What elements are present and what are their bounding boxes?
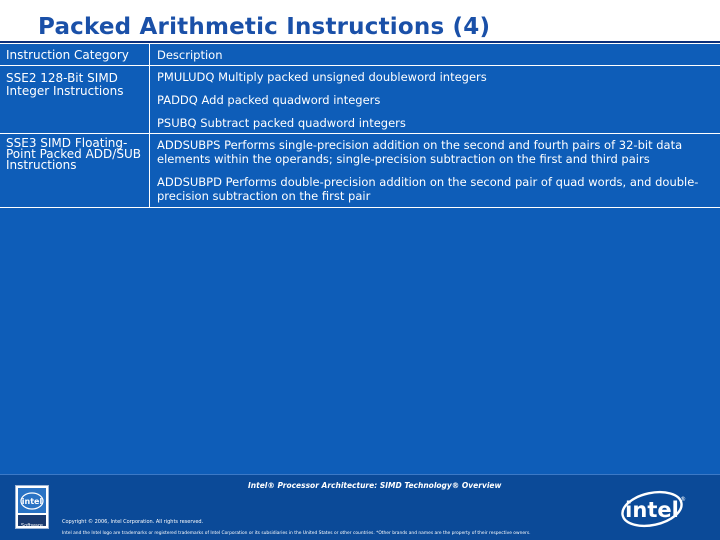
svg-text:®: ®: [680, 496, 686, 503]
logo-text: intel: [625, 498, 679, 522]
badge-bottom-text: Software: [20, 523, 44, 529]
header-description: Description: [157, 48, 223, 62]
row2-description-1: ADDSUBPS Performs single-precision addition on the second and fourth pairs of 32-bit data elements within the operands; single-precision subtraction on the first and third pairs: [157, 138, 683, 166]
trademark-text: Intel and the Intel logo are trademarks or registered trademarks of Intel Corporation or its subsidiaries in the United States or other countries. *Other brands and names are the property of their respective owners.: [62, 531, 531, 536]
row1-description-1: PMULUDQ Multiply packed unsigned doubleword integers: [157, 70, 487, 84]
header-category: Instruction Category: [6, 48, 129, 62]
table-column-divider: [149, 43, 150, 207]
row2-category: SSE3 SIMD Floating-Point Packed ADD/SUB Instructions: [6, 136, 141, 172]
table-header-divider: [0, 65, 720, 66]
badge-top-text: intel: [21, 497, 43, 506]
content-area: [0, 43, 720, 475]
title-bar: [0, 0, 720, 42]
table-bottom-border: [0, 207, 720, 208]
table-top-border: [0, 43, 720, 44]
intel-logo-icon: [620, 487, 690, 529]
row2-description-2: ADDSUBPD Performs double-precision addition on the second pair of quad words, and double-precision subtraction on the first pair: [157, 175, 699, 203]
table-row-divider: [0, 133, 720, 134]
row1-category: SSE2 128-Bit SIMD Integer Instructions: [6, 71, 124, 98]
page-title: Packed Arithmetic Instructions (4): [38, 14, 491, 40]
copyright-text: Copyright © 2006, Intel Corporation. All rights reserved.: [62, 519, 204, 525]
footer-caption: Intel® Processor Architecture: SIMD Technology® Overview: [248, 481, 502, 490]
intel-software-badge-icon: [15, 485, 49, 529]
row1-description-2: PADDQ Add packed quadword integers: [157, 93, 381, 107]
badge-swirl-icon: [18, 488, 46, 513]
row1-description-3: PSUBQ Subtract packed quadword integers: [157, 116, 406, 130]
